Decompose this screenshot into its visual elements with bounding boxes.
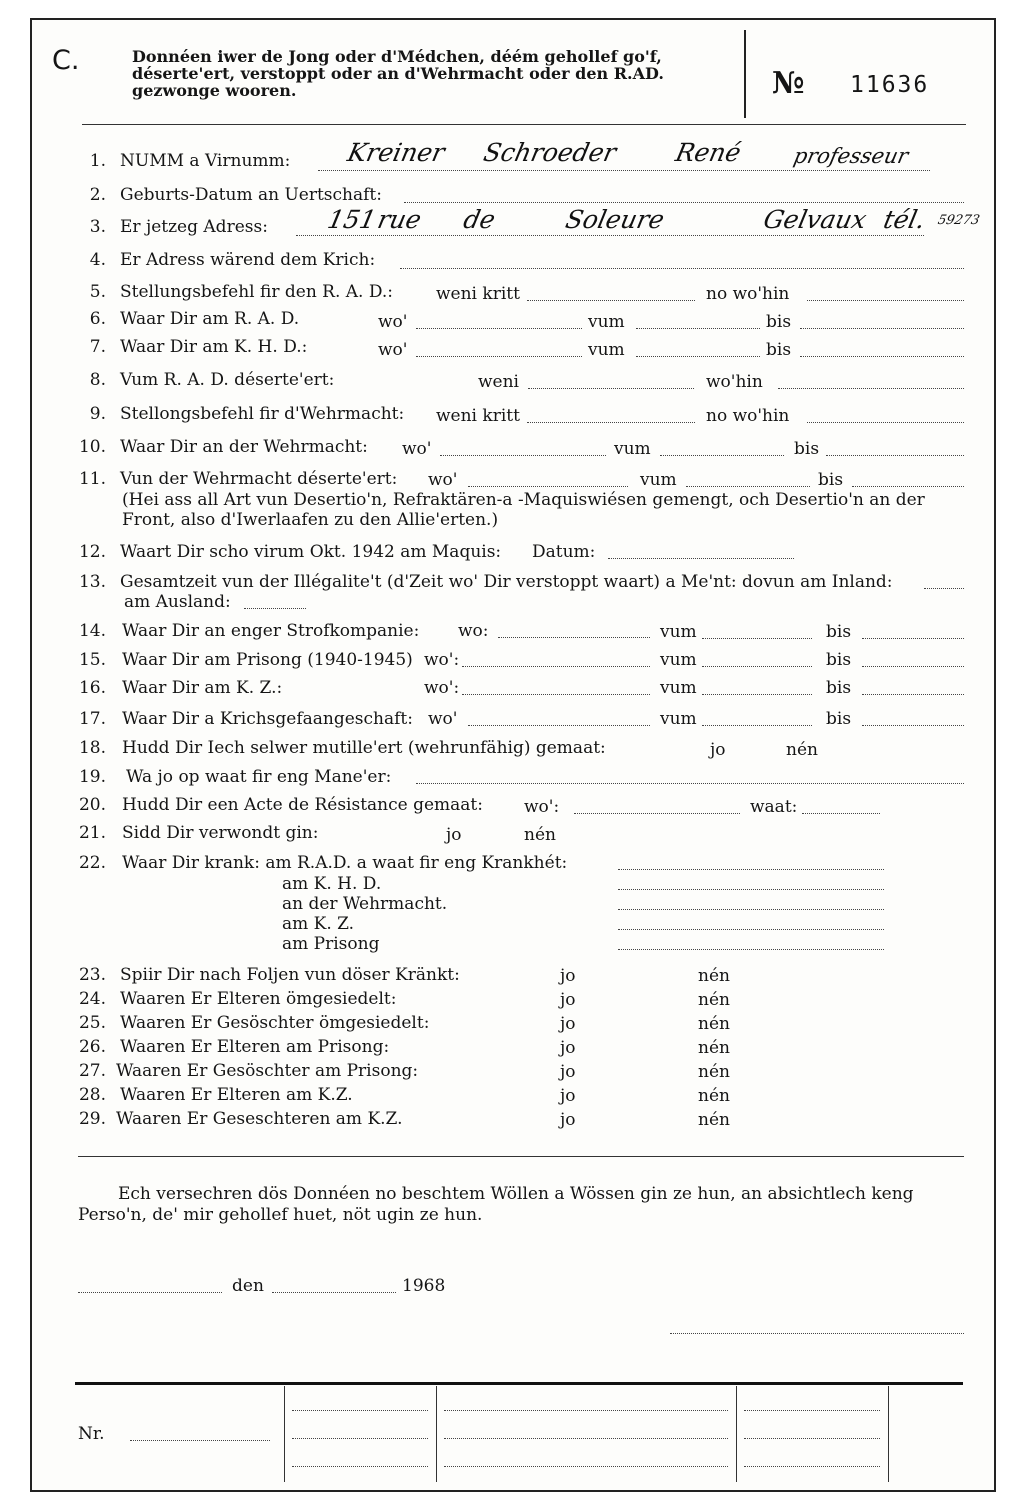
sickness-sub-label: am Prisong [282, 934, 380, 954]
sickness-wm-line[interactable] [618, 909, 884, 910]
date-line[interactable] [272, 1292, 396, 1293]
field-label-siblings-resettled: Waaren Er Gesöschter ömgesiedelt: [120, 1013, 430, 1033]
rad-order-date-line[interactable] [527, 300, 695, 301]
field-label-rad-order: Stellungsbefehl fir den R. A. D.: [120, 282, 394, 302]
wm-order-dest-line[interactable] [807, 422, 964, 423]
row-number: 22. [78, 853, 106, 873]
label-bis: bis [826, 678, 852, 698]
field-label-mutilation: Hudd Dir Iech selwer mutille'ert (wehrunfähig) gemaat: [122, 738, 606, 758]
option-nen[interactable]: nén [698, 1014, 730, 1034]
option-nen[interactable]: nén [698, 1086, 730, 1106]
header-text: Donnéen iwer de Jong oder d'Médchen, déém gehollef go'f, déserte'ert, verstoppt oder an d'Wehrmacht oder den R.AD. gezwonge wooren. [132, 47, 664, 100]
option-nen[interactable]: nén [524, 825, 556, 845]
maquis-date-line[interactable] [608, 558, 794, 559]
table-cell-line[interactable] [292, 1410, 428, 1411]
label-no-wohin: no wo'hin [706, 406, 790, 426]
prison-to-line[interactable] [862, 666, 964, 667]
option-nen[interactable]: nén [698, 966, 730, 986]
row-number: 25. [78, 1013, 106, 1033]
label-weni-kritt: weni kritt [436, 406, 520, 426]
wm-desert-where-line[interactable] [468, 486, 628, 487]
field-label-resistance: Hudd Dir een Acte de Résistance gemaat: [122, 795, 483, 815]
field-label-consequences: Spiir Dir nach Foljen vun döser Kränkt: [120, 965, 460, 985]
inland-line[interactable] [924, 588, 964, 589]
field-label-wm-desert: Vun der Wehrmacht déserte'ert: [120, 469, 398, 489]
label-bis: bis [766, 312, 792, 332]
label-vum: vum [614, 439, 651, 459]
field-label-pow: Waar Dir a Krichsgefaangeschaft: [122, 709, 413, 729]
handwritten-address-7: 59273 [936, 213, 981, 228]
label-wo: wo': [424, 650, 460, 670]
label-wo: wo: [458, 621, 489, 641]
label-am-ausland: am Ausland: [124, 592, 231, 612]
table-cell-line[interactable] [744, 1438, 880, 1439]
wm-desert-from-line[interactable] [686, 486, 810, 487]
field-label-kz: Waar Dir am K. Z.: [122, 678, 283, 698]
field-label-rad: Waar Dir am R. A. D. [120, 309, 300, 329]
table-cell-line[interactable] [744, 1410, 880, 1411]
handwritten-name-1: Kreiner [344, 138, 448, 167]
option-nen[interactable]: nén [786, 740, 818, 760]
label-bis: bis [818, 470, 844, 490]
option-jo[interactable]: jo [560, 990, 576, 1010]
row-number: 3. [89, 217, 106, 237]
resistance-where-line[interactable] [574, 813, 740, 814]
row-number: 2. [89, 185, 106, 205]
khd-from-line[interactable] [636, 356, 760, 357]
ausland-line[interactable] [244, 608, 306, 609]
label-vum: vum [660, 678, 697, 698]
sickness-sub-label: am K. Z. [282, 914, 355, 934]
khd-where-line[interactable] [416, 356, 582, 357]
header-rule [82, 124, 966, 125]
label-bis: bis [794, 439, 820, 459]
row-number: 13. [78, 572, 106, 592]
kz-from-line[interactable] [702, 694, 812, 695]
sickness-kz-line[interactable] [618, 929, 884, 930]
label-vum: vum [660, 622, 697, 642]
row-number: 17. [78, 709, 106, 729]
label-waat: waat: [750, 797, 798, 817]
field-label-illegality: Gesamtzeit vun der Illégalite't (d'Zeit wo' Dir verstoppt waart) a Me'nt: dovun am Inland: [120, 572, 893, 592]
field-label-parents-kz: Waaren Er Elteren am K.Z. [120, 1085, 353, 1105]
manner-line[interactable] [416, 783, 964, 784]
number-sign: № [772, 66, 805, 101]
row-number: 26. [78, 1037, 106, 1057]
field-label-khd: Waar Dir am K. H. D.: [120, 337, 308, 357]
label-den: den [232, 1276, 264, 1296]
table-cell-line[interactable] [292, 1466, 428, 1467]
table-col-divider [284, 1386, 285, 1482]
option-jo[interactable]: jo [446, 825, 462, 845]
pow-where-line[interactable] [468, 725, 650, 726]
label-wo: wo' [428, 470, 458, 490]
resistance-what-line[interactable] [802, 813, 880, 814]
label-no-wohin: no wo'hin [706, 284, 790, 304]
label-weni-kritt: weni kritt [436, 284, 520, 304]
table-cell-line[interactable] [444, 1410, 728, 1411]
row-number: 18. [78, 738, 106, 758]
field-label-strafkompanie: Waar Dir an enger Strofkompanie: [122, 621, 420, 641]
row-number: 28. [78, 1085, 106, 1105]
label-bis: bis [826, 709, 852, 729]
field-label-war-address: Er Adress wärend dem Krich: [120, 250, 376, 270]
row-number: 5. [89, 282, 106, 302]
wm-where-line[interactable] [440, 455, 606, 456]
handwritten-address-4: Soleure [562, 205, 667, 234]
handwritten-address-3: de [460, 205, 498, 234]
sickness-sub-label: am K. H. D. [282, 874, 382, 894]
field-label-manner: Wa jo op waat fir eng Mane'er: [126, 767, 392, 787]
row-number: 6. [89, 309, 106, 329]
place-line[interactable] [78, 1292, 222, 1293]
option-jo[interactable]: jo [560, 1038, 576, 1058]
row-number: 10. [78, 437, 106, 457]
label-vum: vum [660, 650, 697, 670]
label-bis: bis [766, 340, 792, 360]
table-col-divider [888, 1386, 889, 1482]
table-cell-line[interactable] [292, 1438, 428, 1439]
row-number: 12. [78, 542, 106, 562]
sickness-rad-line[interactable] [618, 869, 884, 870]
table-cell-line[interactable] [444, 1438, 728, 1439]
rad-order-dest-line[interactable] [807, 300, 964, 301]
strafkompanie-where-line[interactable] [498, 637, 650, 638]
field-label-parents-prison: Waaren Er Elteren am Prisong: [120, 1037, 390, 1057]
field-label-prison: Waar Dir am Prisong (1940-1945) [122, 650, 413, 670]
strafkompanie-from-line[interactable] [702, 638, 812, 639]
sickness-sub-label: an der Wehrmacht. [282, 894, 448, 914]
section-letter: C. [52, 45, 80, 76]
option-jo[interactable]: jo [560, 1086, 576, 1106]
pow-to-line[interactable] [862, 725, 964, 726]
field-label-sickness: Waar Dir krank: am R.A.D. a waat fir eng Krankhét: [122, 853, 568, 873]
row-number: 19. [78, 767, 106, 787]
label-weni: weni [478, 372, 519, 392]
row-number: 4. [89, 250, 106, 270]
birth-line[interactable] [404, 202, 964, 203]
option-jo[interactable]: jo [710, 740, 726, 760]
row-number: 23. [78, 965, 106, 985]
declaration-text: Ech versechren dös Donnéen no beschtem Wöllen a Wössen gin ze hun, an absichtlech keng Perso'n, de' mir gehollef huet, nöt ugin ze hun. [78, 1184, 914, 1225]
handwritten-address-2: rue [374, 205, 424, 234]
label-datum: Datum: [532, 542, 596, 562]
row-number: 9. [89, 404, 106, 424]
rad-desert-date-line[interactable] [528, 388, 694, 389]
label-vum: vum [588, 312, 625, 332]
row-number: 27. [78, 1061, 106, 1081]
label-bis: bis [826, 622, 852, 642]
label-wo: wo' [402, 439, 432, 459]
rad-to-line[interactable] [800, 328, 964, 329]
separator-rule [78, 1156, 964, 1157]
sickness-prison-line[interactable] [618, 949, 884, 950]
option-jo[interactable]: jo [560, 1062, 576, 1082]
handwritten-address-1: 151 [324, 205, 379, 234]
row-number: 1. [89, 151, 106, 171]
form-number: 11636 [850, 72, 930, 98]
field-label-wm: Waar Dir an der Wehrmacht: [120, 437, 368, 457]
handwritten-name-3: René [672, 138, 744, 167]
kz-where-line[interactable] [462, 694, 650, 695]
option-nen[interactable]: nén [698, 1062, 730, 1082]
label-wo: wo': [524, 797, 560, 817]
handwritten-name-2: Schroeder [480, 138, 619, 167]
row-number: 14. [78, 621, 106, 641]
row-number: 24. [78, 989, 106, 1009]
label-bis: bis [826, 650, 852, 670]
field-label-siblings-kz: Waaren Er Geseschteren am K.Z. [116, 1109, 403, 1129]
wm-from-line[interactable] [660, 455, 784, 456]
label-wo: wo' [378, 312, 408, 332]
field-label-maquis: Waart Dir scho virum Okt. 1942 am Maquis: [120, 542, 502, 562]
option-jo[interactable]: jo [560, 966, 576, 986]
handwritten-profession: professeur [791, 144, 911, 168]
kz-to-line[interactable] [862, 694, 964, 695]
row-number: 20. [78, 795, 106, 815]
wm-desert-to-line[interactable] [852, 486, 964, 487]
header-divider [744, 30, 746, 118]
address-line[interactable] [296, 235, 924, 236]
field-label-parents-resettled: Waaren Er Elteren ömgesiedelt: [120, 989, 397, 1009]
table-cell-line[interactable] [444, 1466, 728, 1467]
label-wo: wo': [424, 678, 460, 698]
table-top-rule [75, 1382, 963, 1385]
option-nen[interactable]: nén [698, 990, 730, 1010]
table-col-divider [436, 1386, 437, 1482]
label-vum: vum [588, 340, 625, 360]
field-label-address: Er jetzeg Adress: [120, 217, 268, 237]
label-vum: vum [660, 709, 697, 729]
label-wo: wo' [428, 709, 458, 729]
table-cell-line[interactable] [744, 1466, 880, 1467]
label-wohin: wo'hin [706, 372, 763, 392]
nr-label: Nr. [78, 1424, 105, 1444]
row-number: 15. [78, 650, 106, 670]
wm-to-line[interactable] [826, 455, 964, 456]
handwritten-address-5: Gelvaux [760, 205, 870, 234]
war-address-line[interactable] [400, 268, 964, 269]
wm-order-date-line[interactable] [527, 422, 695, 423]
sickness-khd-line[interactable] [618, 889, 884, 890]
label-wo: wo' [378, 340, 408, 360]
row-number: 16. [78, 678, 106, 698]
year-label: 1968 [402, 1276, 446, 1296]
field-label-wounded: Sidd Dir verwondt gin: [122, 823, 319, 843]
prison-where-line[interactable] [462, 666, 650, 667]
rad-where-line[interactable] [416, 328, 582, 329]
row-number: 7. [89, 337, 106, 357]
handwritten-address-6: tél. [880, 205, 928, 234]
strafkompanie-to-line[interactable] [862, 638, 964, 639]
row-number: 8. [89, 370, 106, 390]
nr-line[interactable] [130, 1440, 270, 1441]
option-jo[interactable]: jo [560, 1110, 576, 1130]
field-label-siblings-prison: Waaren Er Gesöschter am Prisong: [116, 1061, 419, 1081]
rad-from-line[interactable] [636, 328, 760, 329]
field-label-wm-order: Stellongsbefehl fir d'Wehrmacht: [120, 404, 405, 424]
field-label-name: NUMM a Virnumm: [120, 151, 291, 171]
prison-from-line[interactable] [702, 666, 812, 667]
rad-desert-dest-line[interactable] [778, 388, 964, 389]
desertion-note: (Hei ass all Art vun Desertio'n, Refraktären-a -Maquiswiésen gemengt, och Desertio'n an der Front, also d'Iwerlaafen zu den Allie'erten.) [122, 490, 925, 530]
label-vum: vum [640, 470, 677, 490]
pow-from-line[interactable] [702, 725, 812, 726]
option-nen[interactable]: nén [698, 1038, 730, 1058]
option-jo[interactable]: jo [560, 1014, 576, 1034]
table-col-divider [736, 1386, 737, 1482]
option-nen[interactable]: nén [698, 1110, 730, 1130]
field-label-rad-desert: Vum R. A. D. déserte'ert: [120, 370, 335, 390]
row-number: 11. [78, 469, 106, 489]
row-number: 21. [78, 823, 106, 843]
row-number: 29. [78, 1109, 106, 1129]
khd-to-line[interactable] [800, 356, 964, 357]
name-line[interactable] [318, 170, 930, 171]
field-label-birth: Geburts-Datum an Uertschaft: [120, 185, 382, 205]
signature-line[interactable] [670, 1333, 964, 1334]
